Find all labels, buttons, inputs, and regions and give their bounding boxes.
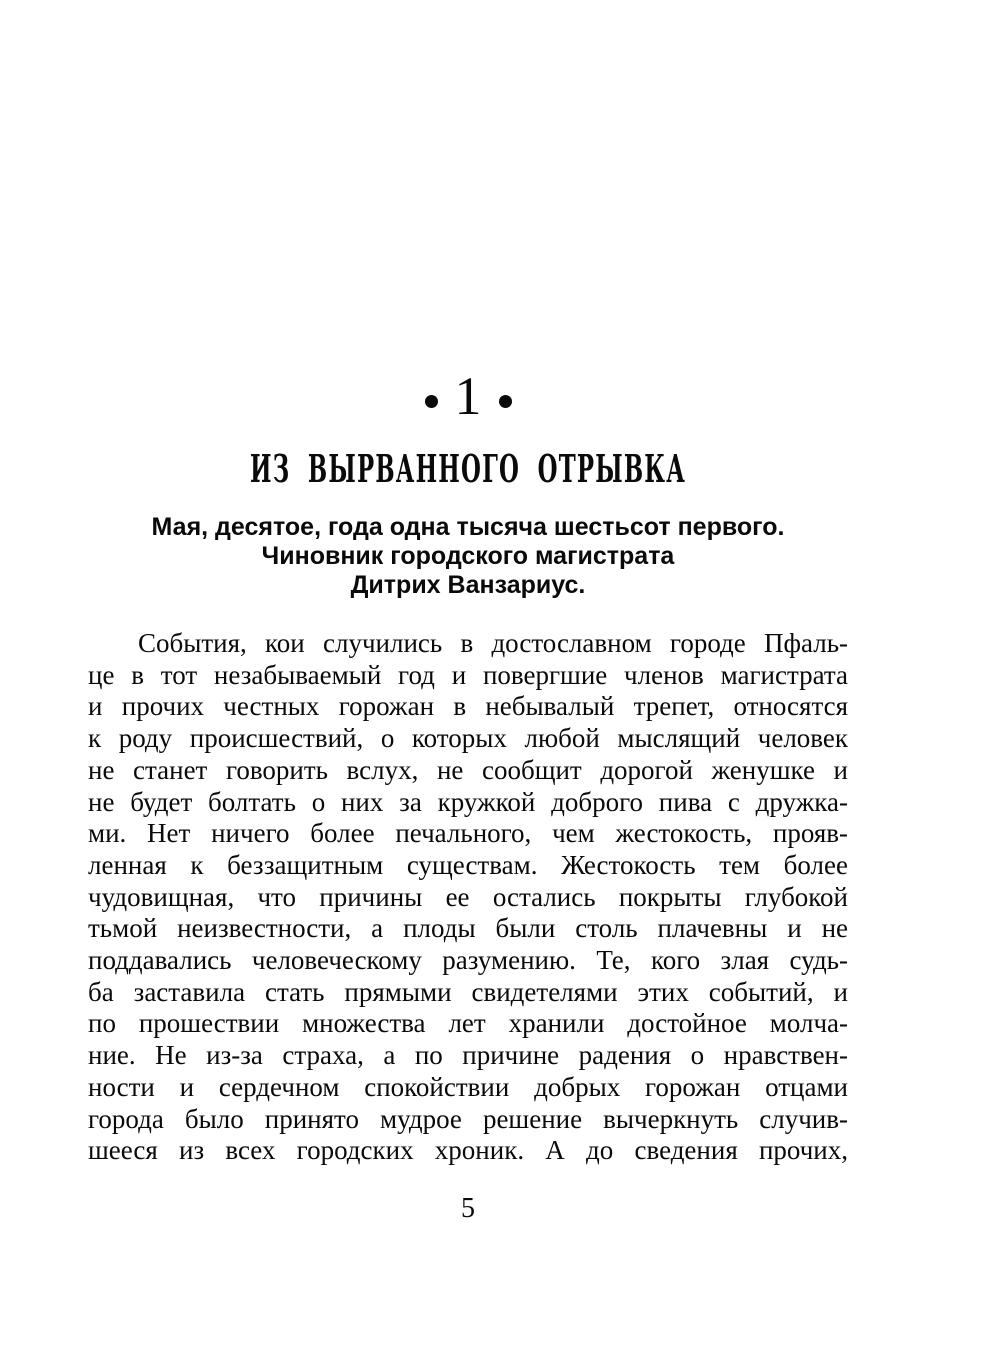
body-text: [88, 628, 848, 1167]
body-line: чудовищная, что причины ее остались покрыты глубокой: [88, 881, 848, 912]
chapter-number: 1: [454, 366, 482, 426]
epigraph: [88, 513, 848, 600]
body-line: События, кои случились в достославном городе Пфаль-: [138, 628, 848, 658]
page-number: 5: [461, 1193, 475, 1224]
body-line: к роду происшествий, о которых любой мыслящий человек: [88, 723, 848, 754]
bullet-right-icon: [499, 395, 512, 408]
body-line: ба заставила стать прямыми свидетелями этих событий, и: [88, 976, 848, 1007]
epigraph-line: Дитрих Ванзариус.: [350, 571, 586, 599]
body-line: ности и сердечном спокойствии добрых горожан отцами: [88, 1071, 848, 1102]
body-line: не станет говорить вслух, не сообщит дорогой женушке и: [88, 754, 848, 785]
body-line: ми. Нет ничего более печального, чем жестокость, прояв-: [88, 818, 848, 849]
chapter-marker: [88, 366, 848, 426]
epigraph-line: Чиновник городского магистрата: [261, 542, 675, 570]
body-line: поддавались человеческому разумению. Те, кого злая судь-: [88, 945, 848, 976]
body-line: це в тот незабываемый год и повергшие членов магистрата: [88, 659, 848, 690]
text-column: [88, 0, 848, 1346]
epigraph-line: Мая, десятое, года одна тысяча шестьсот первого.: [151, 513, 785, 541]
body-line: города было принято мудрое решение вычеркнуть случив-: [88, 1103, 848, 1134]
body-line: по прошествии множества лет хранили достойное молча-: [88, 1008, 848, 1039]
body-line: не будет болтать о них за кружкой доброго пива с дружка-: [88, 786, 848, 817]
body-line: и прочих честных горожан в небывалый трепет, относятся: [88, 691, 848, 722]
body-line: шееся из всех городских хроник. А до сведения прочих,: [88, 1135, 848, 1166]
chapter-title: ИЗ ВЫРВАННОГО ОТРЫВКА: [249, 446, 687, 491]
bullet-left-icon: [425, 395, 438, 408]
body-line: ние. Не из-за страха, а по причине радения о нравствен-: [88, 1040, 848, 1071]
body-line: тьмой неизвестности, а плоды были столь плачевны и не: [88, 913, 848, 944]
body-line: ленная к беззащитным существам. Жестокость тем более: [88, 849, 848, 880]
